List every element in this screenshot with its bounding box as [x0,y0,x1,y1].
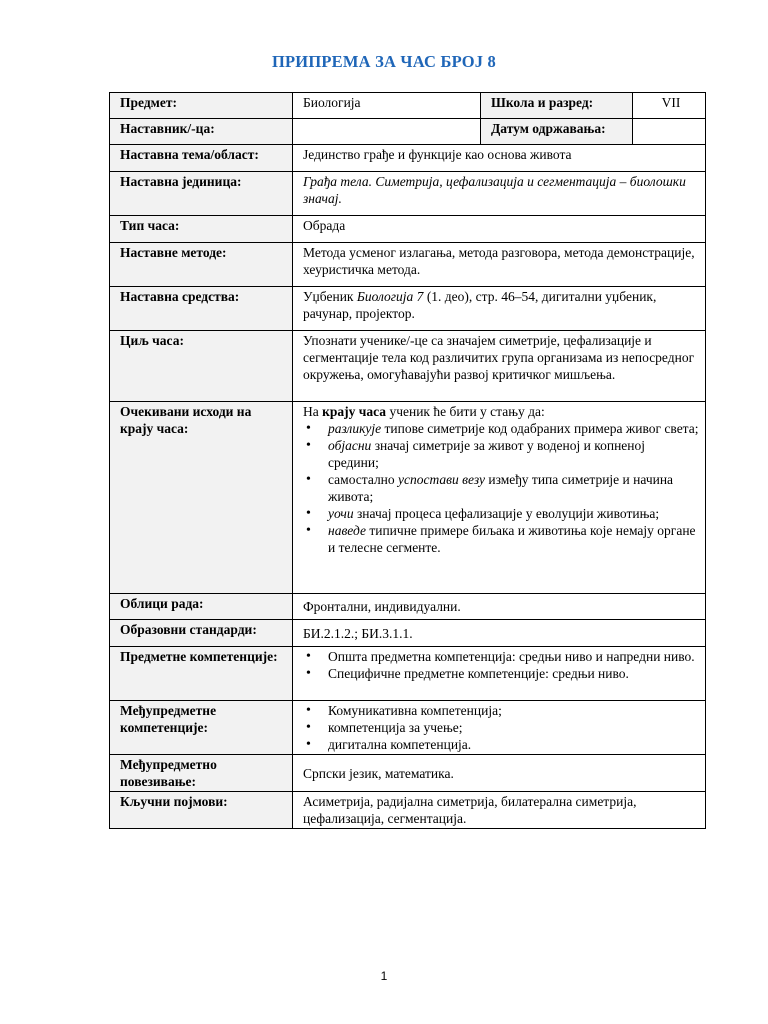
outcome-item [328,420,699,437]
type-label: Тип часа: [110,216,293,243]
cross-links-value: Српски језик, математика. [293,755,706,792]
outcome-item [328,437,699,471]
forms-label: Облици рада: [110,594,293,620]
outcome-pre: самостално [328,472,399,487]
row-subject-competences [110,647,706,701]
outcomes-intro-b: ученик ће бити у стању да: [386,404,545,419]
row-teacher [110,119,706,145]
cross-competences-value [293,701,706,755]
teacher-label: Наставник/-ца: [110,119,293,145]
school-label: Школа и разред: [481,93,633,119]
outcomes-intro-a: На [303,404,323,419]
list-item: • дигитална компетенција. [328,736,699,753]
outcome-rest: између типа симетрије и начина живота; [328,472,674,504]
row-key-terms [110,792,706,829]
cross-competences-label: Међупредметне компетенције: [110,701,293,755]
outcome-verb: објасни [328,438,372,453]
row-type [110,216,706,243]
list-item: • компетенција за учење; [328,719,699,736]
means-value [293,287,706,331]
row-subject [110,93,706,119]
outcome-verb: уочи [328,506,354,521]
subject-competences-value [293,647,706,701]
topic-label: Наставна тема/област: [110,145,293,172]
forms-value: Фронтални, индивидуални. [293,594,706,620]
means-text-part1: Уџбеник [303,289,357,304]
list-item: • Општа предметна компетенција: средњи ниво и напредни ниво. [328,648,699,665]
outcome-rest: типове симетрије код одабраних примера живог света; [381,421,699,436]
outcome-rest: значај симетрије за живот у воденој и копненој средини; [328,438,646,470]
outcomes-intro-bold: крају часа [322,404,387,419]
page-title: ПРИПРЕМА ЗА ЧАС БРОЈ 8 [271,52,497,71]
outcome-item [328,505,699,522]
teacher-value [293,119,481,145]
row-topic [110,145,706,172]
outcome-verb: успостави везу [398,472,485,487]
methods-label: Наставне методе: [110,243,293,287]
outcomes-label: Очекивани исходи на крају часа: [110,402,293,594]
outcome-item [328,471,699,505]
list-item: • Комуникативна компетенција; [328,702,699,719]
subject-label: Предмет: [110,93,293,119]
outcome-item [328,522,699,556]
subject-competences-list [303,648,699,682]
unit-label: Наставна јединица: [110,172,293,216]
outcomes-intro [303,403,699,420]
standards-label: Образовни стандарди: [110,620,293,647]
key-terms-value: Асиметрија, радијална симетрија, билатерална симетрија, цефализација, сегментација. [293,792,706,829]
grade-value: VII [633,93,706,119]
outcome-rest: значај процеса цефализације у еволуцији животиња; [353,506,660,521]
outcome-verb: наведе [328,523,366,538]
outcomes-value [293,402,706,594]
cross-links-label: Међупредметно повезивање: [110,755,293,792]
means-label: Наставна средства: [110,287,293,331]
date-label: Датум одржавања: [481,119,633,145]
row-unit [110,172,706,216]
row-methods [110,243,706,287]
row-outcomes [110,402,706,594]
key-terms-label: Кључни појмови: [110,792,293,829]
outcomes-list [303,420,699,556]
page-number: 1 [380,969,388,983]
subject-value: Биологија [293,93,481,119]
topic-value: Јединство грађе и функције као основа живота [293,145,706,172]
cross-competences-list [303,702,699,753]
date-value [633,119,706,145]
lesson-plan-table [109,92,706,829]
outcome-verb: разликује [328,421,382,436]
type-value: Обрада [293,216,706,243]
row-standards [110,620,706,647]
row-goal [110,331,706,402]
row-forms [110,594,706,620]
subject-competences-label: Предметне компетенције: [110,647,293,701]
list-item: • Специфичне предметне компетенције: средњи ниво. [328,665,699,682]
means-text-part2: (1. део), стр. 46–54, дигитални уџбеник, рачунар, пројектор. [303,289,657,321]
standards-value: БИ.2.1.2.; БИ.3.1.1. [293,620,706,647]
row-cross-competences [110,701,706,755]
outcome-rest: типичне примере биљака и животиња које немају органе и телесне сегменте. [328,523,696,555]
row-cross-links [110,755,706,792]
goal-value: Упознати ученике/-це са значајем симетрије, цефализације и сегментације тела код различитих група организама из непосредног окружења, омогућавајући развој критичког мишљења. [293,331,706,402]
row-means [110,287,706,331]
methods-value: Метода усменог излагања, метода разговора, метода демонстрације, хеуристичка метода. [293,243,706,287]
means-book-title: Биологија 7 [356,289,424,304]
unit-value: Грађа тела. Симетрија, цефализација и сегментација – биолошки значај. [293,172,706,216]
goal-label: Циљ часа: [110,331,293,402]
